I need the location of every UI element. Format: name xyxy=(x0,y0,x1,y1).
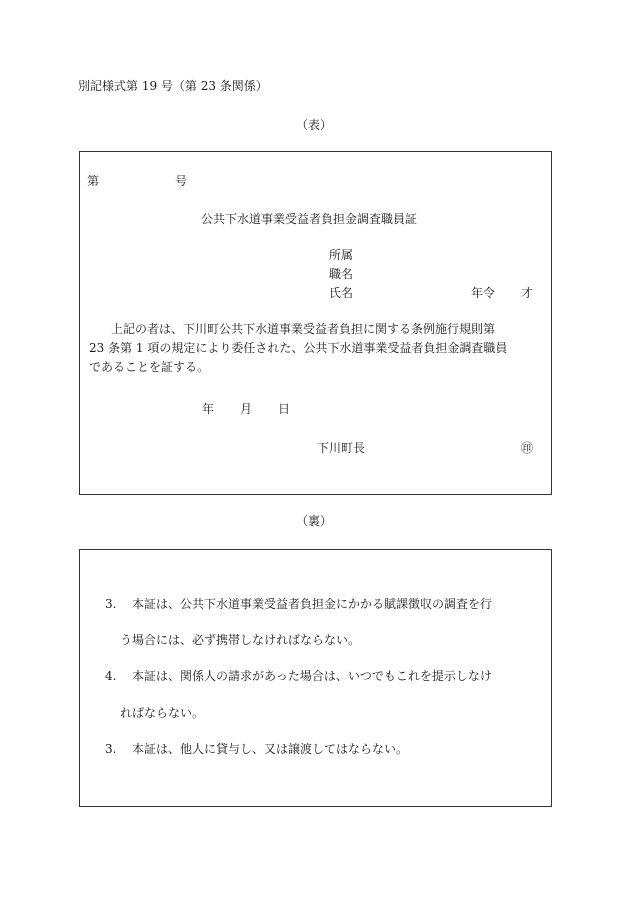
item-1-number: 3. xyxy=(105,597,117,611)
date-year: 年 xyxy=(202,402,215,416)
item-2-text-line1: 本証は、関係人の請求があった場合は、いつでもこれを提示しなけ xyxy=(132,669,492,683)
field-position-label: 職名 xyxy=(329,267,354,281)
item-2-number: 4. xyxy=(105,669,117,683)
field-name-label: 氏名 xyxy=(329,286,354,300)
number-prefix: 第 xyxy=(87,174,100,188)
field-age-label: 年令 xyxy=(471,286,496,300)
card-title: 公共下水道事業受益者負担金調査職員証 xyxy=(201,212,418,226)
back-label: （裏） xyxy=(296,514,333,528)
date-month: 月 xyxy=(240,402,253,416)
item-3-text-line1: 本証は、他人に貸与し、又は譲渡してはならない。 xyxy=(132,742,409,756)
number-suffix: 号 xyxy=(175,174,188,188)
body-line-2: 23 条第 1 項の規定により委任された、公共下水道事業受益者負担金調査職員 xyxy=(89,341,508,355)
item-1-text-line1: 本証は、公共下水道事業受益者負担金にかかる賦課徴収の調査を行 xyxy=(132,597,493,611)
field-affiliation-label: 所属 xyxy=(329,248,354,262)
field-age-suffix: 才 xyxy=(521,286,534,300)
date-day: 日 xyxy=(278,402,291,416)
issuer: 下川町長 xyxy=(317,441,366,455)
body-line-1: 上記の者は、下川町公共下水道事業受益者負担に関する条例施行規則第 xyxy=(111,322,496,336)
body-line-3: であることを証する。 xyxy=(89,360,210,374)
front-label: （表） xyxy=(296,118,333,132)
item-2-text-line2: ればならない。 xyxy=(120,706,205,720)
front-card xyxy=(79,151,552,495)
seal-mark: ㊞ xyxy=(521,441,534,455)
form-header: 別記様式第 19 号（第 23 条関係） xyxy=(78,79,268,93)
item-1-text-line2: う場合には、必ず携帯しなければならない。 xyxy=(120,633,361,647)
item-3-number: 3. xyxy=(105,742,117,756)
back-card xyxy=(79,549,552,807)
